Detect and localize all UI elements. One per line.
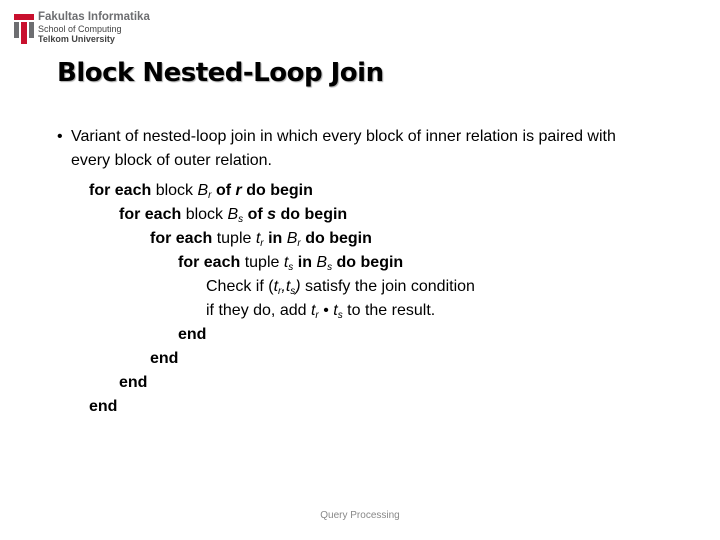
logo-faculty-name: Fakultas Informatika (38, 11, 150, 23)
logo-university-name: Telkom University (38, 33, 115, 44)
code-end-4: end (178, 326, 207, 343)
bullet-dot: • (57, 128, 63, 145)
code-end-1: end (89, 398, 118, 415)
slide-title: Block Nested-Loop Join (57, 58, 384, 88)
slide-footer: Query Processing (320, 510, 400, 521)
code-end-2: end (119, 374, 148, 391)
code-line-3: for each tuple $t_r$ in $B_r$ do begin (150, 230, 372, 249)
logo-school-name: School of Computing (38, 23, 122, 34)
bullet-text: Variant of nested-loop join in which every block of inner relation is paired with every block of outer relation. (71, 128, 616, 169)
code-line-2: for each block $B_s$ of s do begin (119, 206, 348, 225)
code-line-1: for each block $B_r$ of r do begin (89, 182, 313, 201)
code-end-3: end (150, 350, 179, 367)
code-line-6: if they do, add $t_r$ • $t_s$ to the result. (206, 302, 436, 321)
code-line-5: Check if $(t_r,t_s)$ satisfy the join condition (206, 278, 475, 297)
code-line-4: for each tuple $t_s$ in $B_s$ do begin (178, 254, 404, 273)
